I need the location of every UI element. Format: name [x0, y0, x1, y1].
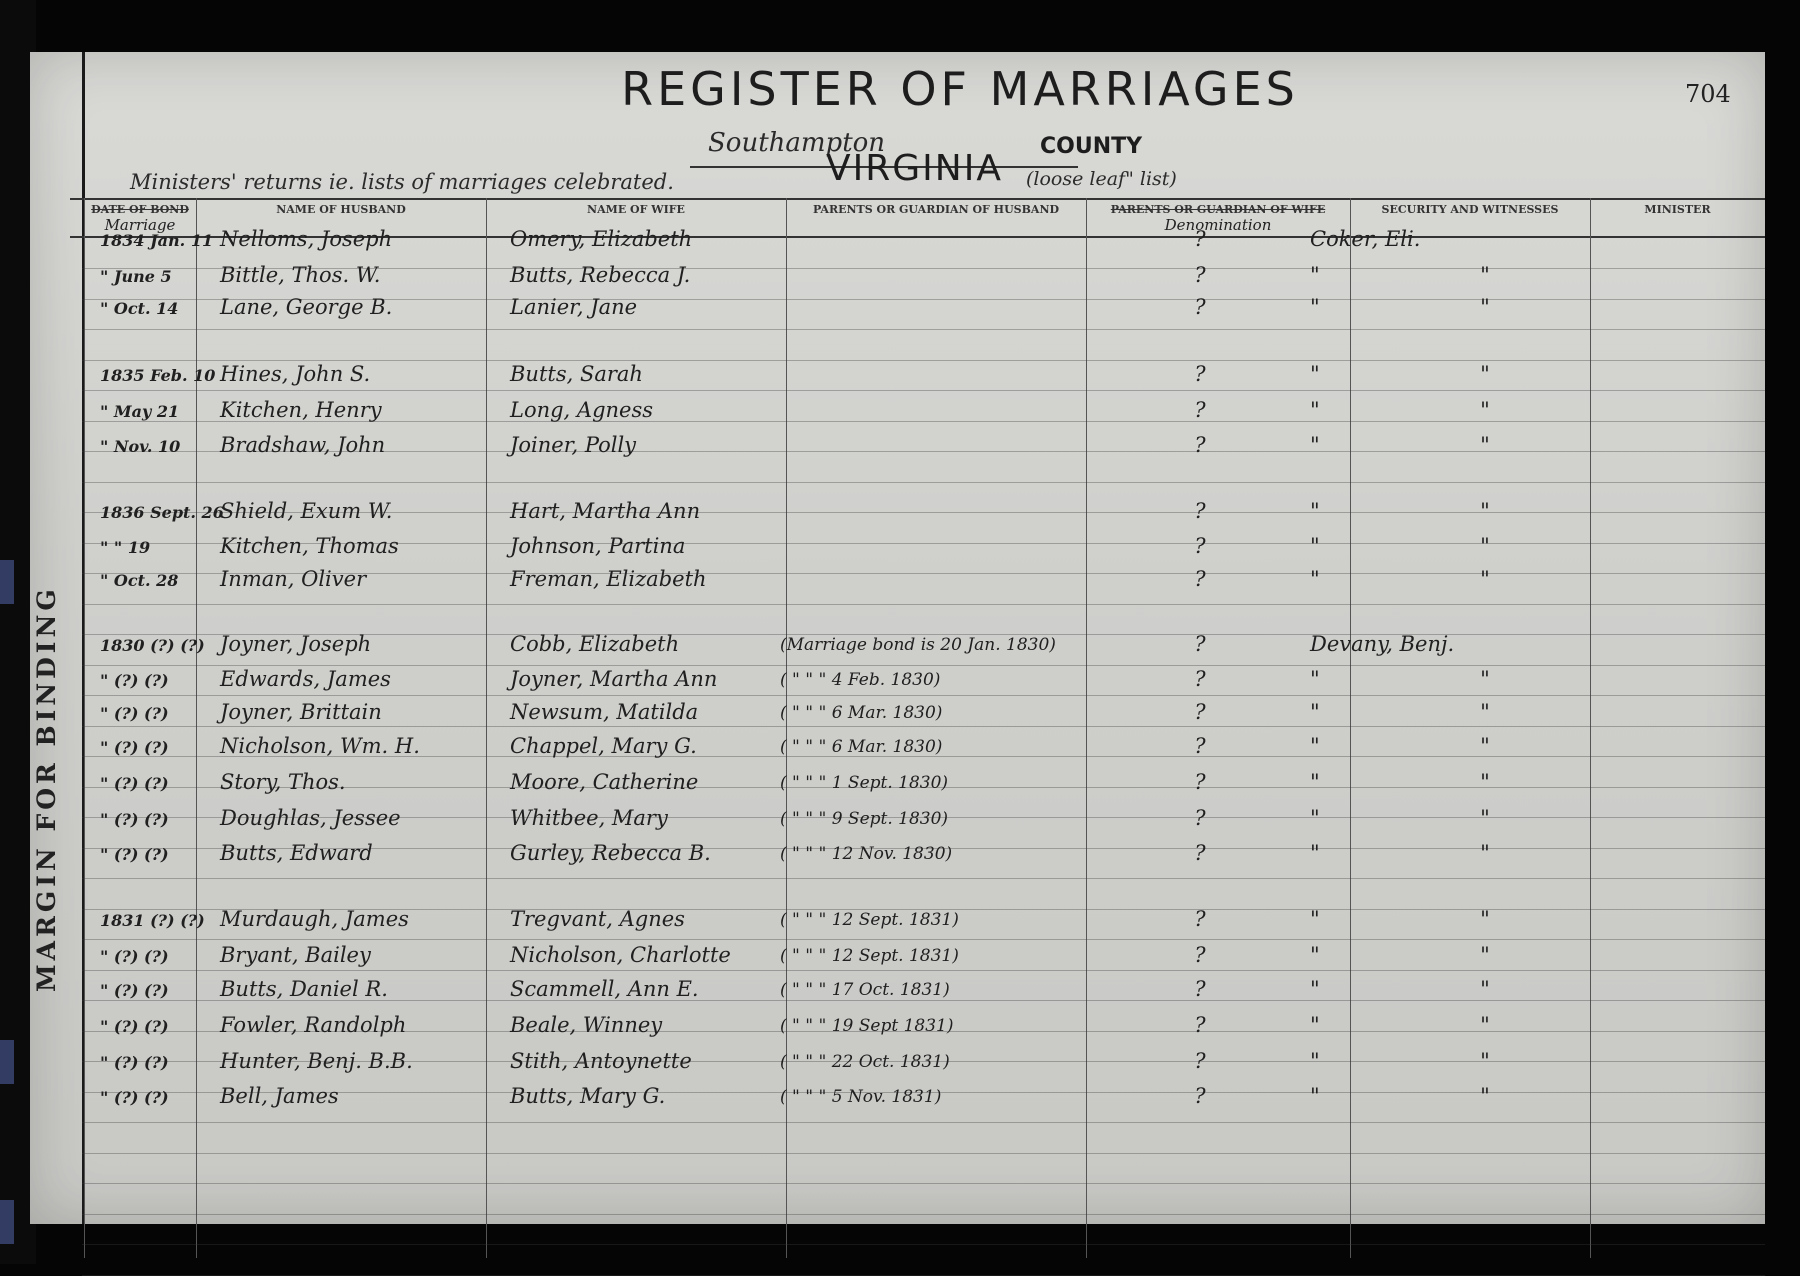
- entry-date: 1830 (?) (?): [100, 636, 205, 655]
- ruled-line: [82, 878, 1765, 879]
- security-surname: ": [1310, 398, 1320, 422]
- wife-name: Butts, Mary G.: [510, 1084, 666, 1108]
- register-entry: [70, 700, 1765, 730]
- husband-name: Fowler, Randolph: [220, 1013, 407, 1037]
- husband-name: Bittle, Thos. W.: [220, 263, 381, 287]
- entry-date: " (?) (?): [100, 774, 169, 793]
- bond-note: ( " " " 1 Sept. 1830): [780, 773, 949, 793]
- entry-date: 1836 Sept. 26: [100, 503, 224, 522]
- bond-note: ( " " " 6 Mar. 1830): [780, 737, 943, 757]
- husband-name: Hines, John S.: [220, 362, 371, 386]
- bond-note: ( " " " 12 Sept. 1831): [780, 946, 959, 966]
- wife-name: Johnson, Partina: [510, 534, 686, 558]
- header-minister: MINISTER: [1644, 203, 1711, 216]
- entry-date: " Oct. 14: [100, 299, 179, 318]
- binding-margin-label: MARGIN FOR BINDING: [32, 585, 61, 992]
- register-entry: [70, 499, 1765, 529]
- register-entry: [70, 632, 1765, 662]
- security-surname: ": [1310, 499, 1320, 523]
- bond-note: ( " " " 12 Sept. 1831): [780, 910, 959, 930]
- wife-name: Gurley, Rebecca B.: [510, 841, 711, 865]
- ruled-line: [82, 1183, 1765, 1184]
- denomination: ?: [1194, 398, 1206, 422]
- entry-date: 1835 Feb. 10: [100, 366, 216, 385]
- bond-note: ( " " " 9 Sept. 1830): [780, 809, 949, 829]
- wife-name: Beale, Winney: [510, 1013, 663, 1037]
- security-given: ": [1480, 841, 1490, 865]
- film-sprocket-hole: [0, 560, 14, 604]
- register-entry: [70, 734, 1765, 764]
- bond-note: ( " " " 5 Nov. 1831): [780, 1087, 942, 1107]
- security-surname: ": [1310, 806, 1320, 830]
- security-surname: ": [1310, 433, 1320, 457]
- security-given: ": [1480, 943, 1490, 967]
- entry-date: 1834 Jan. 11: [100, 231, 214, 250]
- security-surname: ": [1310, 943, 1320, 967]
- denomination: ?: [1194, 806, 1206, 830]
- entry-date: " (?) (?): [100, 704, 169, 723]
- security-given: ": [1480, 499, 1490, 523]
- denomination: ?: [1194, 567, 1206, 591]
- wife-name: Newsum, Matilda: [510, 700, 699, 724]
- county-label: COUNTY: [1040, 134, 1143, 159]
- bond-note: ( " " " 22 Oct. 1831): [780, 1052, 950, 1072]
- bond-note: ( " " " 19 Sept 1831): [780, 1016, 954, 1036]
- entry-date: " (?) (?): [100, 947, 169, 966]
- security-given: ": [1480, 667, 1490, 691]
- entry-date: " (?) (?): [100, 845, 169, 864]
- husband-name: Joyner, Brittain: [220, 700, 382, 724]
- denomination: ?: [1194, 1049, 1206, 1073]
- register-entry: [70, 667, 1765, 697]
- security-surname: Devany, Benj.: [1310, 632, 1455, 656]
- security-given: ": [1480, 1013, 1490, 1037]
- register-entry: [70, 770, 1765, 800]
- ruled-line: [82, 1275, 1765, 1276]
- wife-name: Whitbee, Mary: [510, 806, 668, 830]
- entry-date: " (?) (?): [100, 671, 169, 690]
- entry-date: " " 19: [100, 538, 151, 557]
- bond-note: ( " " " 17 Oct. 1831): [780, 980, 950, 1000]
- wife-name: Hart, Martha Ann: [510, 499, 701, 523]
- security-given: ": [1480, 534, 1490, 558]
- header-security: SECURITY AND WITNESSES: [1381, 203, 1559, 216]
- husband-name: Kitchen, Thomas: [220, 534, 399, 558]
- denomination: ?: [1194, 977, 1206, 1001]
- husband-name: Bradshaw, John: [220, 433, 386, 457]
- security-given: ": [1480, 433, 1490, 457]
- wife-name: Moore, Catherine: [510, 770, 699, 794]
- denomination: ?: [1194, 700, 1206, 724]
- entry-date: " Oct. 28: [100, 571, 179, 590]
- denomination: ?: [1194, 499, 1206, 523]
- security-surname: ": [1310, 734, 1320, 758]
- entry-date: " (?) (?): [100, 810, 169, 829]
- entry-date: " (?) (?): [100, 1053, 169, 1072]
- bond-note: ( " " " 4 Feb. 1830): [780, 670, 941, 690]
- entry-date: " May 21: [100, 402, 180, 421]
- security-surname: ": [1310, 362, 1320, 386]
- page-number: 704: [1685, 80, 1731, 108]
- ruled-line: [82, 604, 1765, 605]
- header-wife: NAME OF WIFE: [587, 203, 685, 216]
- denomination: ?: [1194, 263, 1206, 287]
- security-given: ": [1480, 567, 1490, 591]
- ruled-line: [82, 939, 1765, 940]
- denomination: ?: [1194, 1013, 1206, 1037]
- ruled-line: [82, 1214, 1765, 1215]
- security-surname: ": [1310, 1084, 1320, 1108]
- register-entry: [70, 433, 1765, 463]
- denomination: ?: [1194, 734, 1206, 758]
- husband-name: Butts, Edward: [220, 841, 373, 865]
- wife-name: Cobb, Elizabeth: [510, 632, 680, 656]
- ruled-line: [82, 665, 1765, 666]
- register-entry: [70, 943, 1765, 973]
- register-entry: [70, 841, 1765, 871]
- register-entry: [70, 534, 1765, 564]
- denomination: ?: [1194, 227, 1206, 251]
- register-entry: [70, 806, 1765, 836]
- denomination: ?: [1194, 1084, 1206, 1108]
- bond-note: (Marriage bond is 20 Jan. 1830): [780, 635, 1056, 655]
- security-surname: ": [1310, 977, 1320, 1001]
- security-surname: ": [1310, 263, 1320, 287]
- denomination: ?: [1194, 667, 1206, 691]
- wife-name: Stith, Antoynette: [510, 1049, 692, 1073]
- security-given: ": [1480, 1084, 1490, 1108]
- denomination: ?: [1194, 632, 1206, 656]
- security-surname: ": [1310, 907, 1320, 931]
- security-surname: Coker, Eli.: [1310, 227, 1421, 251]
- denomination: ?: [1194, 362, 1206, 386]
- register-entry: [70, 907, 1765, 937]
- header-parents-wife-printed: PARENTS OR GUARDIAN OF WIFE: [1110, 203, 1326, 216]
- security-surname: ": [1310, 667, 1320, 691]
- wife-name: Chappel, Mary G.: [510, 734, 697, 758]
- register-entry: [70, 263, 1765, 293]
- handwritten-note: Ministers' returns ie. lists of marriages celebrated.: [130, 170, 674, 194]
- state-name: VIRGINIA: [826, 148, 1003, 189]
- wife-name: Tregvant, Agnes: [510, 907, 685, 931]
- entry-date: " (?) (?): [100, 738, 169, 757]
- denomination: ?: [1194, 841, 1206, 865]
- husband-name: Lane, George B.: [220, 295, 393, 319]
- entry-date: " Nov. 10: [100, 437, 181, 456]
- header-parents-husband: PARENTS OR GUARDIAN OF HUSBAND: [812, 203, 1060, 216]
- husband-name: Kitchen, Henry: [220, 398, 382, 422]
- register-title: REGISTER OF MARRIAGES: [621, 62, 1299, 116]
- header-husband: NAME OF HUSBAND: [276, 203, 406, 216]
- header-date-handwritten: Marriage: [104, 216, 176, 234]
- entry-date: " June 5: [100, 267, 172, 286]
- husband-name: Joyner, Joseph: [220, 632, 372, 656]
- security-surname: ": [1310, 841, 1320, 865]
- wife-name: Joyner, Martha Ann: [510, 667, 718, 691]
- ruled-line: [82, 360, 1765, 361]
- wife-name: Lanier, Jane: [510, 295, 638, 319]
- wife-name: Joiner, Polly: [510, 433, 637, 457]
- entry-date: " (?) (?): [100, 1088, 169, 1107]
- husband-name: Inman, Oliver: [220, 567, 367, 591]
- entry-date: " (?) (?): [100, 1017, 169, 1036]
- register-entry: [70, 977, 1765, 1007]
- husband-name: Shield, Exum W.: [220, 499, 393, 523]
- wife-name: Butts, Sarah: [510, 362, 643, 386]
- register-entry: [70, 567, 1765, 597]
- ruled-line: [82, 329, 1765, 330]
- denomination: ?: [1194, 907, 1206, 931]
- denomination: ?: [1194, 295, 1206, 319]
- wife-name: Omery, Elizabeth: [510, 227, 693, 251]
- husband-name: Butts, Daniel R.: [220, 977, 388, 1001]
- ruled-line: [82, 482, 1765, 483]
- denomination: ?: [1194, 433, 1206, 457]
- security-surname: ": [1310, 770, 1320, 794]
- security-surname: ": [1310, 1013, 1320, 1037]
- husband-name: Nelloms, Joseph: [220, 227, 393, 251]
- denomination: ?: [1194, 770, 1206, 794]
- register-entry: [70, 398, 1765, 428]
- register-entry: [70, 295, 1765, 325]
- bond-note: ( " " " 12 Nov. 1830): [780, 844, 953, 864]
- county-name: Southampton: [708, 128, 886, 158]
- security-surname: ": [1310, 1049, 1320, 1073]
- husband-name: Bell, James: [220, 1084, 339, 1108]
- film-sprocket-hole: [0, 1200, 14, 1244]
- security-given: ": [1480, 770, 1490, 794]
- husband-name: Story, Thos.: [220, 770, 346, 794]
- entry-date: " (?) (?): [100, 981, 169, 1000]
- security-given: ": [1480, 734, 1490, 758]
- husband-name: Doughlas, Jessee: [220, 806, 401, 830]
- ruled-line: [82, 1122, 1765, 1123]
- wife-name: Scammell, Ann E.: [510, 977, 699, 1001]
- wife-name: Nicholson, Charlotte: [510, 943, 731, 967]
- husband-name: Murdaugh, James: [220, 907, 409, 931]
- security-given: ": [1480, 907, 1490, 931]
- entry-date: 1831 (?) (?): [100, 911, 205, 930]
- security-given: ": [1480, 1049, 1490, 1073]
- security-surname: ": [1310, 700, 1320, 724]
- wife-name: Butts, Rebecca J.: [510, 263, 691, 287]
- security-given: ": [1480, 806, 1490, 830]
- security-given: ": [1480, 295, 1490, 319]
- register-entry: [70, 1049, 1765, 1079]
- wife-name: Freman, Elizabeth: [510, 567, 707, 591]
- security-given: ": [1480, 362, 1490, 386]
- register-page: [30, 52, 1765, 1224]
- security-given: ": [1480, 700, 1490, 724]
- header-date-printed: DATE OF BOND: [91, 203, 189, 216]
- husband-name: Bryant, Bailey: [220, 943, 371, 967]
- register-entry: [70, 1084, 1765, 1114]
- register-entry: [70, 227, 1765, 257]
- security-surname: ": [1310, 295, 1320, 319]
- header-denomination: Denomination: [1164, 216, 1272, 234]
- husband-name: Nicholson, Wm. H.: [220, 734, 420, 758]
- ruled-line: [82, 1244, 1765, 1245]
- handwritten-note-list: (loose leaf" list): [1026, 168, 1177, 190]
- denomination: ?: [1194, 943, 1206, 967]
- security-given: ": [1480, 977, 1490, 1001]
- security-surname: ": [1310, 567, 1320, 591]
- register-entry: [70, 1013, 1765, 1043]
- film-sprocket-hole: [0, 1040, 14, 1084]
- security-given: ": [1480, 263, 1490, 287]
- ruled-line: [82, 1153, 1765, 1154]
- register-entry: [70, 362, 1765, 392]
- husband-name: Edwards, James: [220, 667, 391, 691]
- security-surname: ": [1310, 534, 1320, 558]
- bond-note: ( " " " 6 Mar. 1830): [780, 703, 943, 723]
- denomination: ?: [1194, 534, 1206, 558]
- husband-name: Hunter, Benj. B.B.: [220, 1049, 413, 1073]
- security-given: ": [1480, 398, 1490, 422]
- wife-name: Long, Agness: [510, 398, 654, 422]
